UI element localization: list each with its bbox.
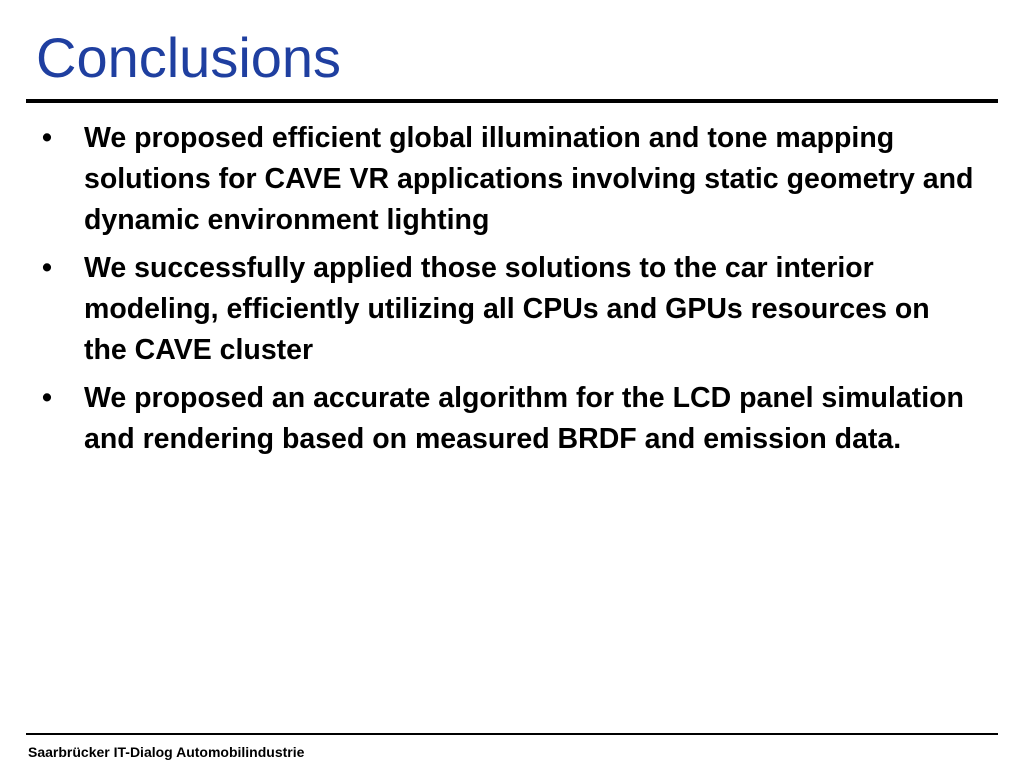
bullet-icon: • xyxy=(42,122,52,154)
bullet-item xyxy=(40,118,980,241)
bullet-text: We successfully applied those solutions to the car interior modeling, efficiently utilizing all CPUs and GPUs resources on the CAVE cluster xyxy=(84,252,930,366)
bullet-icon: • xyxy=(42,382,52,414)
bullet-icon: • xyxy=(42,252,52,284)
bullet-item xyxy=(40,248,980,371)
footer-text: Saarbrücker IT-Dialog Automobilindustrie xyxy=(28,744,305,760)
bullet-list xyxy=(40,118,980,467)
title-divider xyxy=(26,99,998,103)
bullet-text: We proposed efficient global illumination and tone mapping solutions for CAVE VR applications involving static geometry and dynamic environment lighting xyxy=(84,122,974,236)
slide-title: Conclusions xyxy=(36,26,342,89)
footer-divider xyxy=(26,733,998,735)
bullet-item xyxy=(40,378,980,460)
bullet-text: We proposed an accurate algorithm for the LCD panel simulation and rendering based on measured BRDF and emission data. xyxy=(84,382,964,455)
